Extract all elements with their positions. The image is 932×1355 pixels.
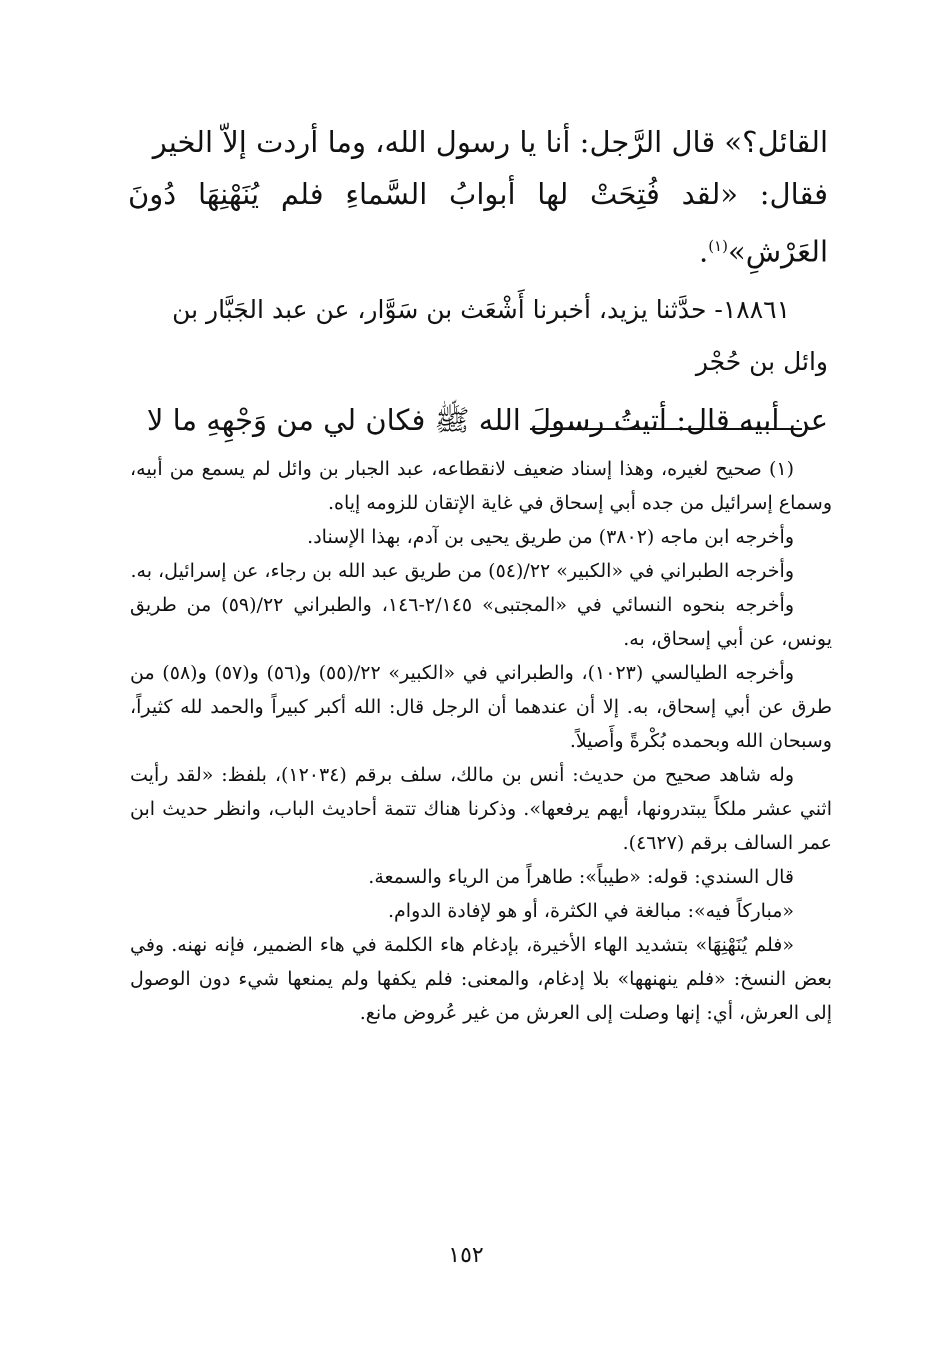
footnote-paragraph: وله شاهد صحيح من حديث: أنس بن مالك، سلف برقم (١٢٠٣٤)، بلفظ: «لقد رأيت اثني عشر ملكاً يبتدرونها، أيهم يرفعها». وذكرنا هناك تتمة أحاديث الباب، وانظر حديث ابن عمر السالف برقم (٤٦٢٧).: [130, 764, 832, 854]
hadith-line-1: ١٨٨٦١- حدَّثنا يزيد، أخبرنا أَشْعَث بن سَوَّار، عن عبد الجَبَّار بن: [172, 294, 790, 324]
hadith-header: [128, 284, 828, 388]
main-line-1-text: القائل؟» قال الرَّجل: أنا يا رسول الله، وما أردت إلاّ الخير: [152, 125, 828, 159]
main-line-2: فقال: «لقد فُتِحَتْ لها أبوابُ السَّماءِ فلم يُنَهْنِهَا دُونَ العَرْشِ»$^{(١)}$.: [128, 177, 828, 269]
page-number: ١٥٢: [448, 1243, 484, 1268]
footnote-paragraph: وأخرجه الطيالسي (١٠٢٣)، والطبراني في «الكبير» ٢٢/(٥٥) و(٥٦) و(٥٧) و(٥٨) من طرق عن أبي إسحاق، به. إلا أن عندهما أن الرجل قال: الله أكبر كبيراً والحمد لله كثيراً، وسبحان الله وبحمده بُكْرةً وأَصيلاً.: [130, 662, 832, 752]
hadith-text: [128, 394, 828, 446]
hadith-line-3: عن أبيه قال: أتيتُ رسولَ الله ﷺ فكان لي من وَجْهِهِ ما لا: [146, 402, 828, 437]
main-line-2-text: فقال: «لقد فُتِحَتْ لها أبوابُ السَّماءِ فلم يُنَهْنِهَا دُونَ العَرْشِ»: [128, 177, 828, 269]
footnote-paragraph: قال السندي: قوله: «طيباً»: طاهراً من الرياء والسمعة.: [368, 866, 794, 888]
footnote-paragraph: (١) صحيح لغيره، وهذا إسناد ضعيف لانقطاعه، عبد الجبار بن وائل لم يسمع من أبيه، وسماع إسرائيل من جده أبي إسحاق في غاية الإتقان للزومه إياه.: [130, 458, 832, 514]
footnotes: [130, 452, 832, 1030]
hadith-line-2: وائل بن حُجْر: [695, 346, 828, 376]
main-line-1: [128, 116, 828, 168]
footnote-separator: [530, 428, 802, 430]
footnote-paragraph: وأخرجه الطبراني في «الكبير» ٢٢/(٥٤) من طريق عبد الله بن رجاء، عن إسرائيل، به.: [130, 560, 794, 582]
footnote-paragraph: «فلم يُنَهْنِهَا» بتشديد الهاء الأخيرة، بإدغام هاء الكلمة في هاء الضمير، فإنه نهنه. وفي بعض النسخ: «فلم ينهنهها» بلا إدغام، والمعنى: فلم يكفها ولم يمنعها شيء دون الوصول إلى العرش، أي: إنها وصلت إلى العرش من غير عُروض مانع.: [130, 934, 832, 1024]
main-text: [128, 116, 828, 446]
footnote-reference: (١): [708, 237, 728, 255]
footnote-paragraph: وأخرجه بنحوه النسائي في «المجتبى» ٢/١٤٥-١٤٦، والطبراني ٢٢/(٥٩) من طريق يونس، عن أبي إسحاق، به.: [130, 594, 832, 650]
footnote-paragraph: «مباركاً فيه»: مبالغة في الكثرة، أو هو لإفادة الدوام.: [387, 900, 794, 922]
footnote-paragraph: وأخرجه ابن ماجه (٣٨٠٢) من طريق يحيى بن آدم، بهذا الإسناد.: [307, 526, 794, 548]
